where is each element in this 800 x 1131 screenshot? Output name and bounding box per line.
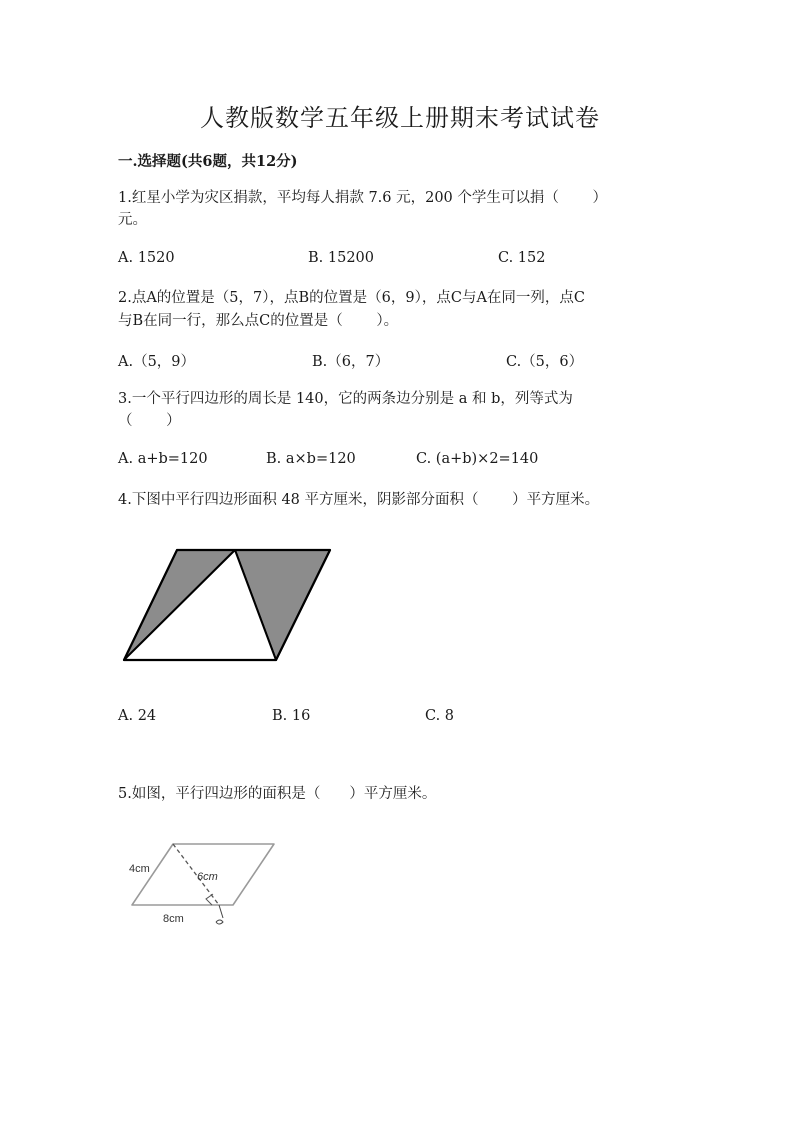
section-heading: 一.选择题(共6题，共12分)	[118, 153, 298, 170]
page-title: 人教版数学五年级上册期末考试试卷	[200, 104, 600, 132]
question-2-text-cont: 与B在同一行，那么点C的位置是（ ）。	[118, 313, 399, 329]
question-3-text-cont: （ ）	[118, 413, 181, 429]
question-1-text: 1.红星小学为灾区捐款，平均每人捐款 7.6 元，200 个学生可以捐（ ）	[118, 190, 608, 206]
question-4-option-c: C. 8	[425, 708, 455, 724]
question-3-text: 3.一个平行四边形的周长是 140，它的两条边分别是 a 和 b，列等式为	[118, 391, 573, 407]
question-3-option-c: C. (a+b)×2=140	[416, 451, 539, 467]
question-5-text: 5.如图，平行四边形的面积是（ ）平方厘米。	[118, 786, 437, 802]
question-2-option-a: A.（5，9）	[118, 354, 196, 370]
question-3-option-b: B. a×b=120	[266, 451, 356, 467]
extension-mark	[216, 905, 223, 924]
label-side: 4cm	[129, 863, 150, 875]
question-4-text: 4.下图中平行四边形面积 48 平方厘米，阴影部分面积（ ）平方厘米。	[118, 492, 600, 508]
question-4-option-a: A. 24	[118, 708, 157, 724]
question-2-option-c: C.（5，6）	[506, 354, 584, 370]
question-1-option-c: C. 152	[498, 250, 546, 266]
question-1-option-b: B. 15200	[308, 250, 375, 266]
label-height: 6cm	[197, 871, 218, 883]
question-2-option-b: B.（6，7）	[312, 354, 390, 370]
question-3-option-a: A. a+b=120	[118, 451, 208, 467]
question-1-option-a: A. 1520	[118, 250, 175, 266]
label-base: 8cm	[163, 913, 184, 925]
question-4-option-b: B. 16	[272, 708, 311, 724]
question-1-text-cont: 元。	[118, 212, 147, 228]
question-2-text: 2.点A的位置是（5，7），点B的位置是（6，9），点C与A在同一列，点C	[118, 290, 586, 306]
